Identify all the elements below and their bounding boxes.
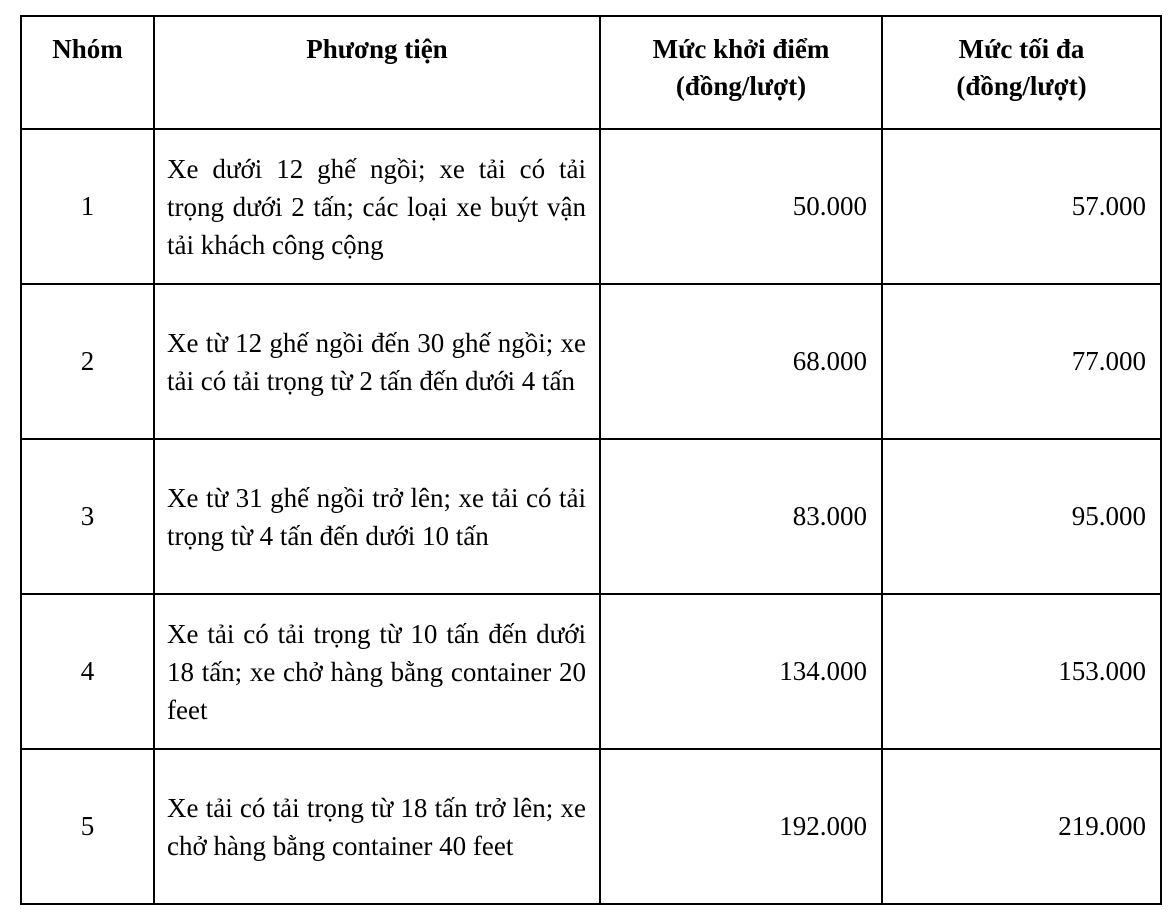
max-fee-cell: 95.000 xyxy=(882,439,1161,594)
table-row xyxy=(21,594,1161,749)
group-cell: 2 xyxy=(21,284,154,439)
max-fee-cell: 153.000 xyxy=(882,594,1161,749)
header-max-fee-line1: Mức tối đa xyxy=(958,34,1085,64)
table-row xyxy=(21,439,1161,594)
header-group xyxy=(21,16,154,129)
header-min-fee-line1: Mức khởi điểm xyxy=(652,34,830,64)
group-cell: 1 xyxy=(21,129,154,284)
header-group-label: Nhóm xyxy=(52,34,123,64)
table-row xyxy=(21,284,1161,439)
max-fee-cell: 219.000 xyxy=(882,749,1161,904)
table-header-row xyxy=(21,16,1161,129)
group-cell: 4 xyxy=(21,594,154,749)
min-fee-cell: 83.000 xyxy=(600,439,882,594)
vehicle-cell: Xe từ 12 ghế ngồi đến 30 ghế ngồi; xe tải có tải trọng từ 2 tấn đến dưới 4 tấn xyxy=(154,284,600,439)
table-row xyxy=(21,749,1161,904)
vehicle-cell: Xe dưới 12 ghế ngồi; xe tải có tải trọng dưới 2 tấn; các loại xe buýt vận tải khách công cộng xyxy=(154,129,600,284)
fee-table xyxy=(20,15,1162,905)
header-min-fee xyxy=(600,16,882,129)
min-fee-cell: 192.000 xyxy=(600,749,882,904)
header-max-fee xyxy=(882,16,1161,129)
max-fee-cell: 57.000 xyxy=(882,129,1161,284)
group-cell: 5 xyxy=(21,749,154,904)
vehicle-cell: Xe tải có tải trọng từ 10 tấn đến dưới 18 tấn; xe chở hàng bằng container 20 feet xyxy=(154,594,600,749)
table-row xyxy=(21,129,1161,284)
header-min-fee-line2: (đồng/lượt) xyxy=(675,71,807,101)
vehicle-cell: Xe tải có tải trọng từ 18 tấn trở lên; xe chở hàng bằng container 40 feet xyxy=(154,749,600,904)
header-vehicle-label: Phương tiện xyxy=(306,34,448,64)
min-fee-cell: 50.000 xyxy=(600,129,882,284)
min-fee-cell: 134.000 xyxy=(600,594,882,749)
header-max-fee-line2: (đồng/lượt) xyxy=(956,71,1087,101)
group-cell: 3 xyxy=(21,439,154,594)
header-vehicle xyxy=(154,16,600,129)
min-fee-cell: 68.000 xyxy=(600,284,882,439)
vehicle-cell: Xe từ 31 ghế ngồi trở lên; xe tải có tải trọng từ 4 tấn đến dưới 10 tấn xyxy=(154,439,600,594)
max-fee-cell: 77.000 xyxy=(882,284,1161,439)
